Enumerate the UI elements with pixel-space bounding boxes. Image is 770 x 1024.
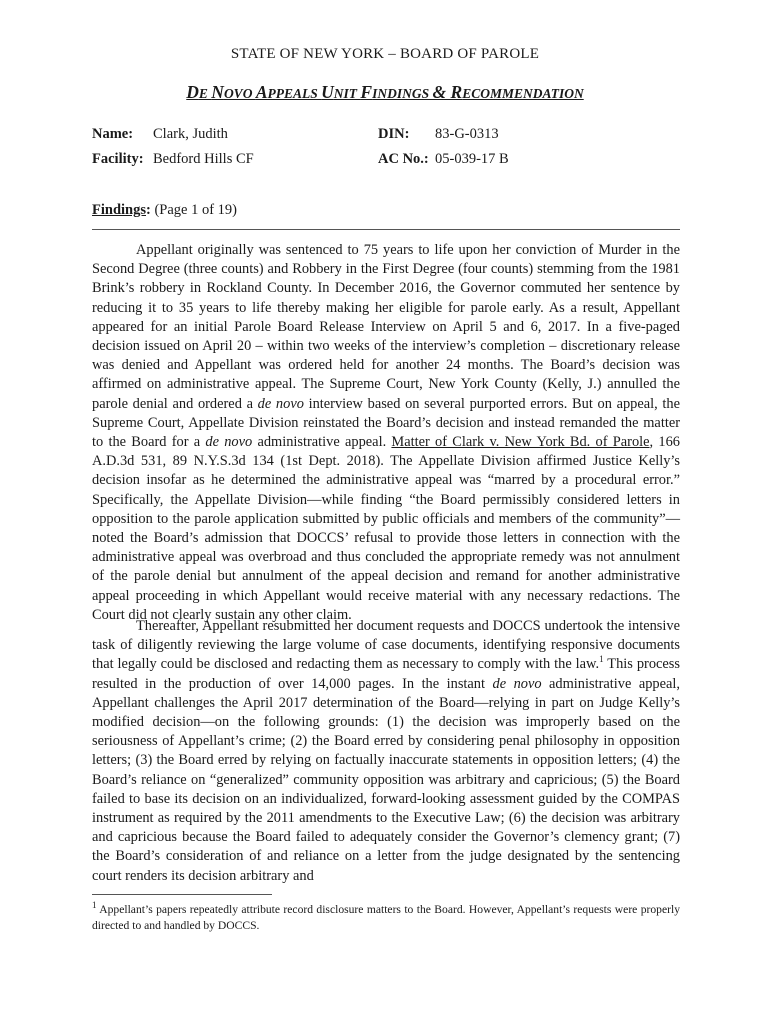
paragraph-1-text-a: Appellant originally was sentenced to 75 years to life upon her conviction of Murder in the Second Degree (three counts) and Robbery in the First Degree (four counts) stemming from the 1981 Brink’s robbery in Rockland County. In December 2016, the Governor commuted her sentence by reducing it to 35 years to life thereby making her eligible for parole early. As a result, Appellant appeared for an initial Parole Board Release Interview on April 5 and 6, 2017. In a five-paged decision issued on April 20 – within two weeks of the interview’s completion – discretionary release was denied and Appellant was ordered held for another 24 months. The Board’s decision was affirmed on administrative appeal. The Supreme Court, New York County (Kelly, J.) annulled the parole denial and ordered a (92, 242, 680, 412)
document-title (0, 82, 770, 103)
title-part: R (450, 82, 463, 102)
name-label: Name: (92, 126, 134, 142)
title-part: INDINGS (372, 86, 433, 101)
title-part: D (186, 82, 199, 102)
footnote-number: 1 (92, 900, 97, 911)
footnote (92, 902, 680, 933)
title-part: NIT (333, 86, 361, 101)
paragraph-1-text-e: administrative appeal. (252, 434, 392, 451)
paragraph-1-text-c: interview based on several purported errors. But on appeal, the Supreme Court, Appellate Division reinstated the Board’s decision and instead remanded the matter to the Board for a (92, 395, 681, 451)
din-field (378, 126, 499, 143)
paragraph-1-italic-a: de novo (257, 395, 304, 412)
title-part: U (321, 82, 334, 102)
paragraph-2-text-a: Thereafter, Appellant resubmitted her document requests and DOCCS undertook the intensive task of diligently reviewing the large volume of case documents, identifying responsive documents that legally could be disclosed and redacting them as necessary to comply with the law. (92, 618, 680, 673)
title-part: & (432, 82, 451, 102)
ac-number-label: AC No.: (378, 151, 429, 167)
findings-colon: : (146, 202, 151, 218)
name-value: Clark, Judith (153, 126, 228, 142)
ac-number-value: 05-039-17 B (435, 151, 509, 167)
case-citation: Matter of Clark v. New York Bd. of Parole (391, 434, 650, 451)
title-part: F (360, 82, 373, 102)
title-part: OVO (223, 86, 256, 101)
findings-heading (92, 202, 237, 219)
title-part: N (211, 82, 224, 102)
paragraph-1-text-g: , 166 A.D.3d 531, 89 N.Y.S.3d 134 (1st Dept. 2018). The Appellate Division affirmed Justice Kelly’s decision insofar as he determined the administrative appeal was “marred by a procedural error.” Specifically, the Appellate Division—while finding “the Board permissibly considered letters in opposition to the parole application submitted by public officials and members of the community”—noted the Board’s admission that DOCCS’ refusal to provide those letters in connection with the administrative appeal was overbroad and thus concluded the appropriate remedy was not annulment of the parole denial but annulment of the appeal decision and remand for another administrative appeal proceeding in which Appellant would receive material with any necessary redactions. The Court did not clearly sustain any other claim. (92, 434, 680, 623)
facility-value: Bedford Hills CF (153, 151, 254, 167)
title-part: ECOMMENDATION (462, 86, 584, 101)
din-label: DIN: (378, 126, 410, 142)
paragraph-2 (92, 617, 680, 886)
paragraph-2-italic: de novo (492, 675, 542, 692)
name-field (92, 126, 228, 143)
title-part: E (198, 86, 212, 101)
findings-label: Findings (92, 202, 146, 218)
findings-page-note: (Page 1 of 19) (154, 202, 238, 218)
paragraph-2-text-b: This process resulted in the production of over 14,000 pages. In the instant (92, 656, 680, 692)
paragraph-1-italic-b: de novo (205, 434, 253, 451)
facility-field (92, 151, 254, 168)
title-part: A (255, 82, 268, 102)
agency-header: STATE OF NEW YORK – BOARD OF PAROLE (230, 46, 540, 62)
paragraph-2-text-d: administrative appeal, Appellant challenges the April 2017 determination of the Board—relying in part on Judge Kelly’s modified decision—on the following grounds: (1) the decision was improperly based on the seriousness of Appellant’s crime; (2) the Board erred by considering penal philosophy in opposition letters; (3) the Board erred by relying on factually inaccurate statements in opposition letters; (4) the Board’s reliance on “generalized” community opposition was arbitrary and capricious; (5) the Board failed to base its decision on an individualized, forward-looking assessment guided by the COMPAS instrument as required by the 2011 amendments to the Executive Law; (6) the decision was arbitrary and capricious because the Board failed to adequately consider the Governor’s clemency grant; (7) the Board’s consideration of and reliance on a letter from the judge designated by the sentencing court renders its decision arbitrary and (92, 675, 680, 884)
paragraph-1 (92, 241, 680, 625)
ac-number-field (378, 151, 509, 168)
section-divider (92, 229, 680, 230)
din-value: 83-G-0313 (435, 126, 499, 142)
footnote-reference: 1 (599, 654, 604, 665)
footnote-text: Appellant’s papers repeatedly attribute record disclosure matters to the Board. However, Appellant’s requests were properly directed to and handled by DOCCS. (92, 903, 680, 932)
footnote-divider (92, 894, 272, 895)
facility-label: Facility: (92, 151, 144, 167)
title-part: PPEALS (267, 86, 322, 101)
